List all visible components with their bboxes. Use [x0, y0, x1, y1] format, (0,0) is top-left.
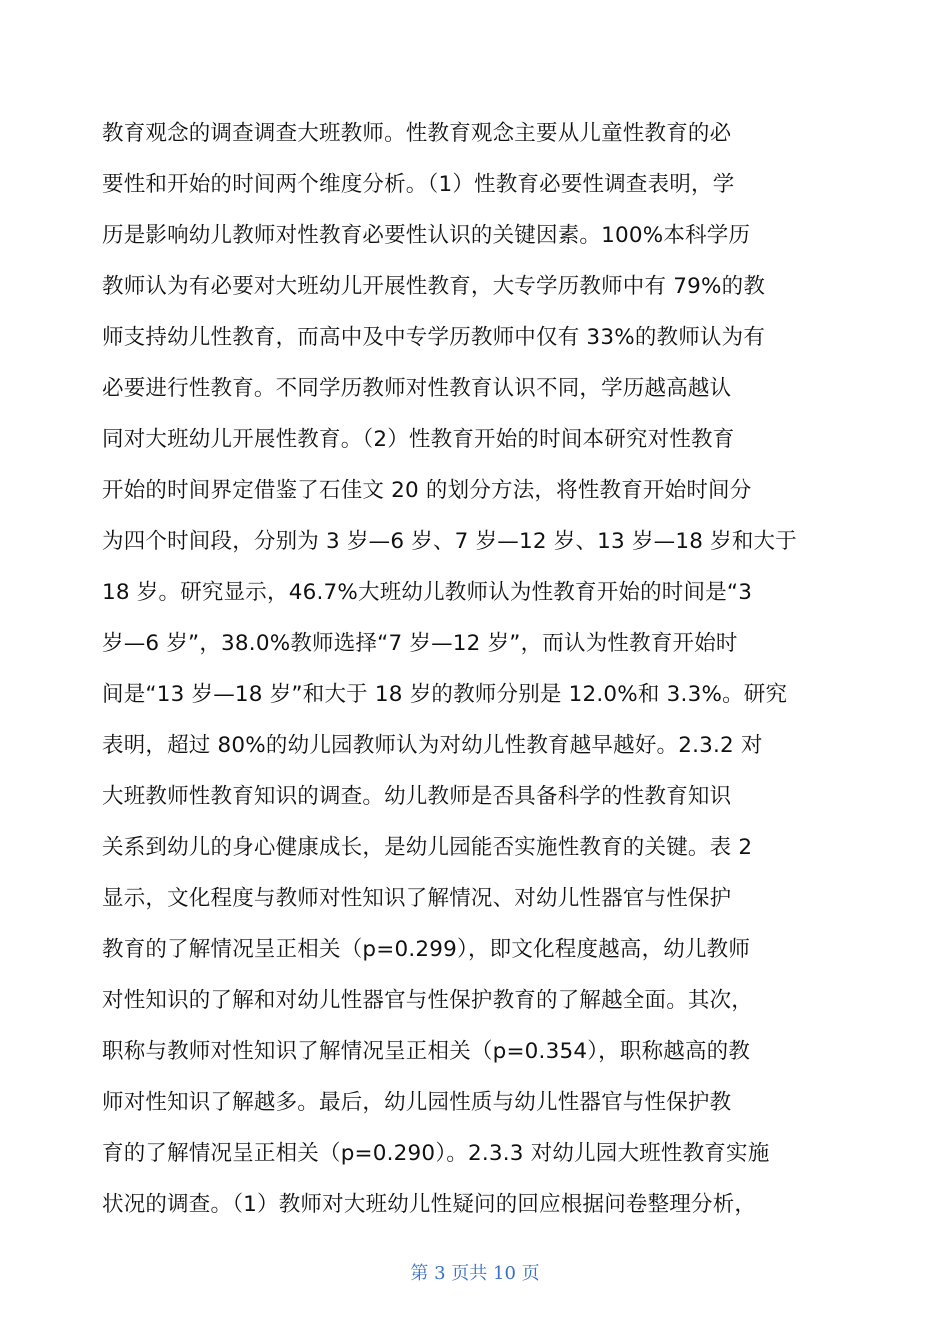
- text-line: 为四个时间段，分别为 3 岁—6 岁、7 岁—12 岁、13 岁—18 岁和大于: [102, 529, 797, 554]
- text-line: 大班教师性教育知识的调查。幼儿教师是否具备科学的性教育知识: [102, 784, 732, 809]
- text-line: 职称与教师对性知识了解情况呈正相关（p=0.354），职称越高的教: [102, 1039, 751, 1064]
- text-line: 对性知识的了解和对幼儿性器官与性保护教育的了解越全面。其次，: [102, 988, 754, 1013]
- text-line: 18 岁。研究显示，46.7%大班幼儿教师认为性教育开始的时间是“3: [102, 580, 753, 605]
- text-line: 间是“13 岁—18 岁”和大于 18 岁的教师分别是 12.0%和 3.3%。研究: [102, 682, 788, 707]
- page-number-footer: 第 3 页共 10 页: [410, 1263, 540, 1284]
- text-line: 要性和开始的时间两个维度分析。（1）性教育必要性调查表明，学: [102, 172, 735, 197]
- text-line: 育的了解情况呈正相关（p=0.290）。2.3.3 对幼儿园大班性教育实施: [102, 1141, 770, 1166]
- text-line: 教育的了解情况呈正相关（p=0.299），即文化程度越高，幼儿教师: [102, 937, 751, 962]
- text-line: 关系到幼儿的身心健康成长，是幼儿园能否实施性教育的关键。表 2: [102, 835, 753, 860]
- text-line: 师对性知识了解越多。最后，幼儿园性质与幼儿性器官与性保护教: [102, 1090, 732, 1115]
- text-line: 状况的调查。（1）教师对大班幼儿性疑问的回应根据问卷整理分析，: [102, 1192, 757, 1217]
- text-line: 开始的时间界定借鉴了石佳文 20 的划分方法，将性教育开始时间分: [102, 478, 752, 503]
- text-line: 岁—6 岁”，38.0%教师选择“7 岁—12 岁”，而认为性教育开始时: [102, 631, 738, 656]
- body-paragraph: [102, 108, 862, 1230]
- text-line: 教师认为有必要对大班幼儿开展性教育，大专学历教师中有 79%的教: [102, 274, 766, 299]
- text-line: 表明，超过 80%的幼儿园教师认为对幼儿性教育越早越好。2.3.2 对: [102, 733, 763, 758]
- text-line: 同对大班幼儿开展性教育。（2）性教育开始的时间本研究对性教育: [102, 427, 735, 452]
- text-line: 必要进行性教育。不同学历教师对性教育认识不同，学历越高越认: [102, 376, 732, 401]
- text-line: 显示，文化程度与教师对性知识了解情况、对幼儿性器官与性保护: [102, 886, 732, 911]
- text-line: 历是影响幼儿教师对性教育必要性认识的关键因素。100%本科学历: [102, 223, 751, 248]
- text-line: 师支持幼儿性教育，而高中及中专学历教师中仅有 33%的教师认为有: [102, 325, 766, 350]
- text-line: 教育观念的调查调查大班教师。性教育观念主要从儿童性教育的必: [102, 121, 732, 146]
